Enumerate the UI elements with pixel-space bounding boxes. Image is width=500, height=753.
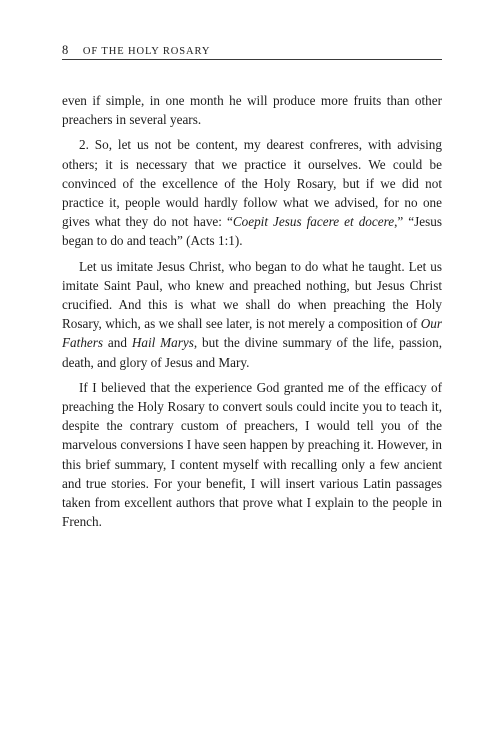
paragraph-3-text-c: , but the divine summary of the life, passion, death, and glory of Jesus and Mary.	[62, 335, 442, 370]
page-number: 8	[62, 43, 69, 57]
hail-marys-italic: Hail Marys	[131, 335, 194, 351]
paragraph-2-text-a: 2. So, let us not be content, my dearest confreres, with advising others; it is necessary that we practice it ourselves. We could be convinced of the excellence of the Holy Rosary, but if we did not practice it, people would hardly follow what we advised, for no one gives what they do not have: “	[62, 137, 442, 230]
our-fathers-italic: Our Fathers	[62, 316, 442, 351]
paragraph-4	[62, 378, 442, 532]
latin-quote: Coepit Jesus facere et docere	[232, 214, 395, 230]
body-text	[62, 91, 442, 537]
paragraph-3-text-a: Let us imitate Jesus Christ, who began to do what he taught. Let us imitate Saint Paul, who knew and preached nothing, but Jesus Christ crucified. And this is what we shall do when preaching the Holy Rosary, which, as we shall see later, is not merely a composition of	[62, 258, 442, 332]
paragraph-2-text-b: ,” “Jesus began to do and teach” (Acts 1:1).	[62, 214, 442, 249]
running-header	[62, 43, 442, 60]
paragraph-4-text: If I believed that the experience God granted me of the efficacy of preaching the Holy Rosary to convert souls could incite you to teach it, despite the contrary custom of preachers, I would tell you of the marvelous conversions I have seen happen by preaching it. However, in this brief summary, I content myself with recalling only a few ancient and true stories. For your benefit, I will insert various Latin passages taken from excellent authors that prove what I explain to the people in French.	[62, 379, 442, 530]
paragraph-3	[62, 257, 442, 372]
paragraph-1-text: even if simple, in one month he will produce more fruits than other preachers in several years.	[62, 93, 442, 128]
paragraph-2	[62, 135, 442, 250]
paragraph-continuation	[62, 91, 442, 129]
paragraph-3-text-b: and	[103, 335, 132, 351]
running-title: OF THE HOLY ROSARY	[82, 46, 211, 57]
